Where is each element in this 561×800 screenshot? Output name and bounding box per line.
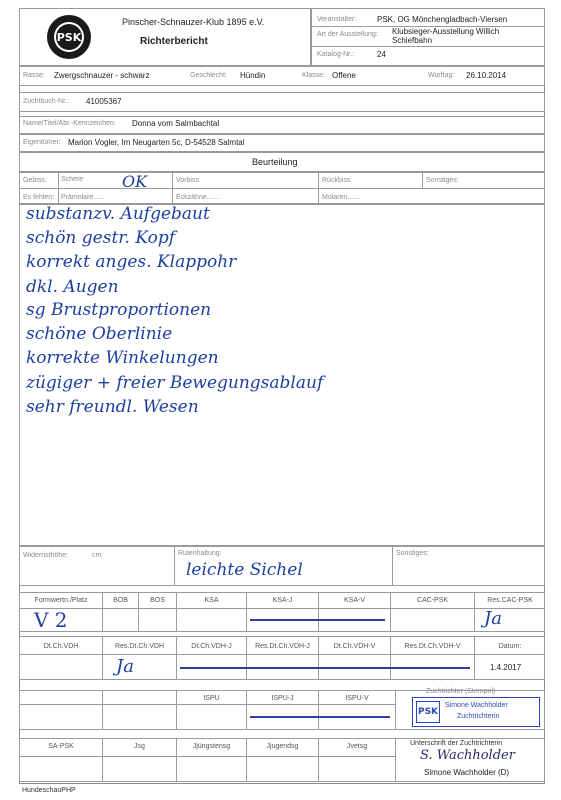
eigentuemer-value: Marion Vogler, Im Neugarten 5c, D-54528 Salmtal xyxy=(68,138,245,147)
eckzaehne-label: Eckzähne....... xyxy=(176,194,221,201)
rute-value: leichte Sichel xyxy=(186,560,303,580)
veranstalter-value: PSK, OG Mönchengladbach-Viersen xyxy=(377,15,508,24)
col-jjuengstensg: Jjüngstensg xyxy=(192,743,231,750)
sonstiges-label: Sonstiges: xyxy=(426,177,459,184)
stamp-role: Zuchtrichterin xyxy=(457,713,500,720)
rasse-label: Rasse: xyxy=(23,72,45,79)
footer-software: HundeschauPHP xyxy=(22,787,76,794)
geschlecht-value: Hündin xyxy=(240,71,266,80)
assessment-line: schön gestr. Kopf xyxy=(26,228,175,248)
stamp-logo: PSK xyxy=(416,701,440,723)
col-ksa-j: KSA-J xyxy=(272,597,293,604)
strike-line xyxy=(250,716,390,718)
sonstiges2-label: Sonstiges: xyxy=(396,550,429,557)
geschlecht-label: Geschlecht: xyxy=(190,72,227,79)
wurftag-value: 26.10.2014 xyxy=(466,71,507,80)
club-name: Pinscher-Schnauzer-Klub 1895 e.V. xyxy=(122,17,265,27)
ausstellung-value: Klubsieger-Ausstellung Willich Schiefbahn xyxy=(392,27,500,45)
col-ksa: KSA xyxy=(204,597,219,604)
zuchtrichter-label: Zuchtrichter (Stempel) xyxy=(426,688,496,695)
col-bos: BOS xyxy=(150,597,165,604)
signature: S. Wachholder xyxy=(420,748,515,763)
assessment-line: zügiger + freier Bewegungsablauf xyxy=(26,373,324,393)
name-label: Name/Titel/Abr.-Kennzeichen: xyxy=(23,120,116,127)
col-res-cac-psk: Res.CAC-PSK xyxy=(487,597,533,604)
assessment-line: korrekte Winkelungen xyxy=(26,348,219,368)
assessment-line: dkl. Augen xyxy=(26,277,119,297)
col-ispu-j: ISPU-J xyxy=(271,695,294,702)
schere-label: Schere xyxy=(61,176,84,183)
vorbiss-label: Vorbiss xyxy=(176,177,199,184)
datum-value: 1.4.2017 xyxy=(490,663,522,672)
assessment-line: korrekt anges. Klappohr xyxy=(26,252,237,272)
zuchtbuch-label: Zuchtbuch-Nr.: xyxy=(23,98,69,105)
formwert-value: V 2 xyxy=(34,608,68,632)
col-ispu-v: ISPU-V xyxy=(345,695,369,702)
rueckbiss-label: Rückbiss xyxy=(322,177,351,184)
col-dt-ch-vdh: Dt.Ch.VDH xyxy=(43,643,79,650)
col-cac-psk: CAC-PSK xyxy=(416,597,449,604)
col-jsg: Jsg xyxy=(134,743,145,750)
col-res-dt-ch-vdh-j: Res.Dt.Ch.VDH-J xyxy=(255,643,310,650)
strike-line xyxy=(180,667,470,669)
klasse-value: Offene xyxy=(332,71,356,80)
unterschrift-label: Unterschrift der Zuchtrichterin xyxy=(410,740,503,747)
assessment-line: substanzv. Aufgebaut xyxy=(26,204,210,224)
wurftag-label: Wurftag: xyxy=(428,72,455,79)
res-cac-psk-value: Ja xyxy=(484,608,502,629)
gebiss-label: Gebiss: xyxy=(23,177,47,184)
assessment-line: schöne Oberlinie xyxy=(26,324,173,344)
club-logo xyxy=(46,14,92,60)
rasse-value: Zwergschnauzer - schwarz xyxy=(54,71,150,80)
veranstalter-label: Veranstalter: xyxy=(317,16,357,23)
col-datum: Datum: xyxy=(498,643,522,650)
col-formwert: Formwertn./Platz xyxy=(34,597,88,604)
zuchtbuch-value: 41005367 xyxy=(86,97,122,106)
col-jjugendsg: Jjugendsg xyxy=(266,743,299,750)
schere-value: OK xyxy=(122,172,148,191)
widerrist-unit: cm xyxy=(92,552,102,559)
praemolare-label: Prämolare...... xyxy=(61,194,105,201)
name-value: Donna vom Salmbachtal xyxy=(132,119,220,128)
eigentuemer-label: Eigentümer: xyxy=(23,139,61,146)
rute-label: Rutenhaltung: xyxy=(178,550,222,557)
katalog-value: 24 xyxy=(377,50,386,59)
report-title: Richterbericht xyxy=(140,36,208,47)
svg-text:PSK: PSK xyxy=(56,31,82,44)
beurteilung-heading: Beurteilung xyxy=(252,157,298,167)
judge-name: Simone Wachholder (D) xyxy=(424,768,510,777)
assessment-line: sehr freundl. Wesen xyxy=(26,397,199,417)
widerrist-label: Widerristhöhe: xyxy=(23,552,69,559)
judge-stamp xyxy=(412,697,540,727)
col-ksa-v: KSA-V xyxy=(343,597,365,604)
stamp-name: Simone Wachholder xyxy=(445,702,508,709)
col-dt-ch-vdh-j: Dt.Ch.VDH-J xyxy=(191,643,232,650)
res-dt-ch-vdh-value: Ja xyxy=(116,656,134,677)
col-sa-psk: SA-PSK xyxy=(48,743,74,750)
col-res-dt-ch-vdh: Res.Dt.Ch.VDH xyxy=(114,643,164,650)
col-jvetsg: Jvetsg xyxy=(346,743,368,750)
assessment-line: sg Brustproportionen xyxy=(26,300,212,320)
col-res-dt-ch-vdh-v: Res.Dt.Ch.VDH-V xyxy=(404,643,461,650)
col-bob: BOB xyxy=(113,597,128,604)
molaren-label: Molaren....... xyxy=(322,194,361,201)
col-dt-ch-vdh-v: Dt.Ch.VDH-V xyxy=(333,643,376,650)
fehlen-label: Es fehlen: xyxy=(23,194,55,201)
ausstellung-label: Art der Ausstellung: xyxy=(317,31,378,38)
strike-line xyxy=(250,619,385,621)
col-ispu: ISPU xyxy=(203,695,220,702)
katalog-label: Katalog-Nr.: xyxy=(317,51,354,58)
klasse-label: Klasse: xyxy=(302,72,325,79)
